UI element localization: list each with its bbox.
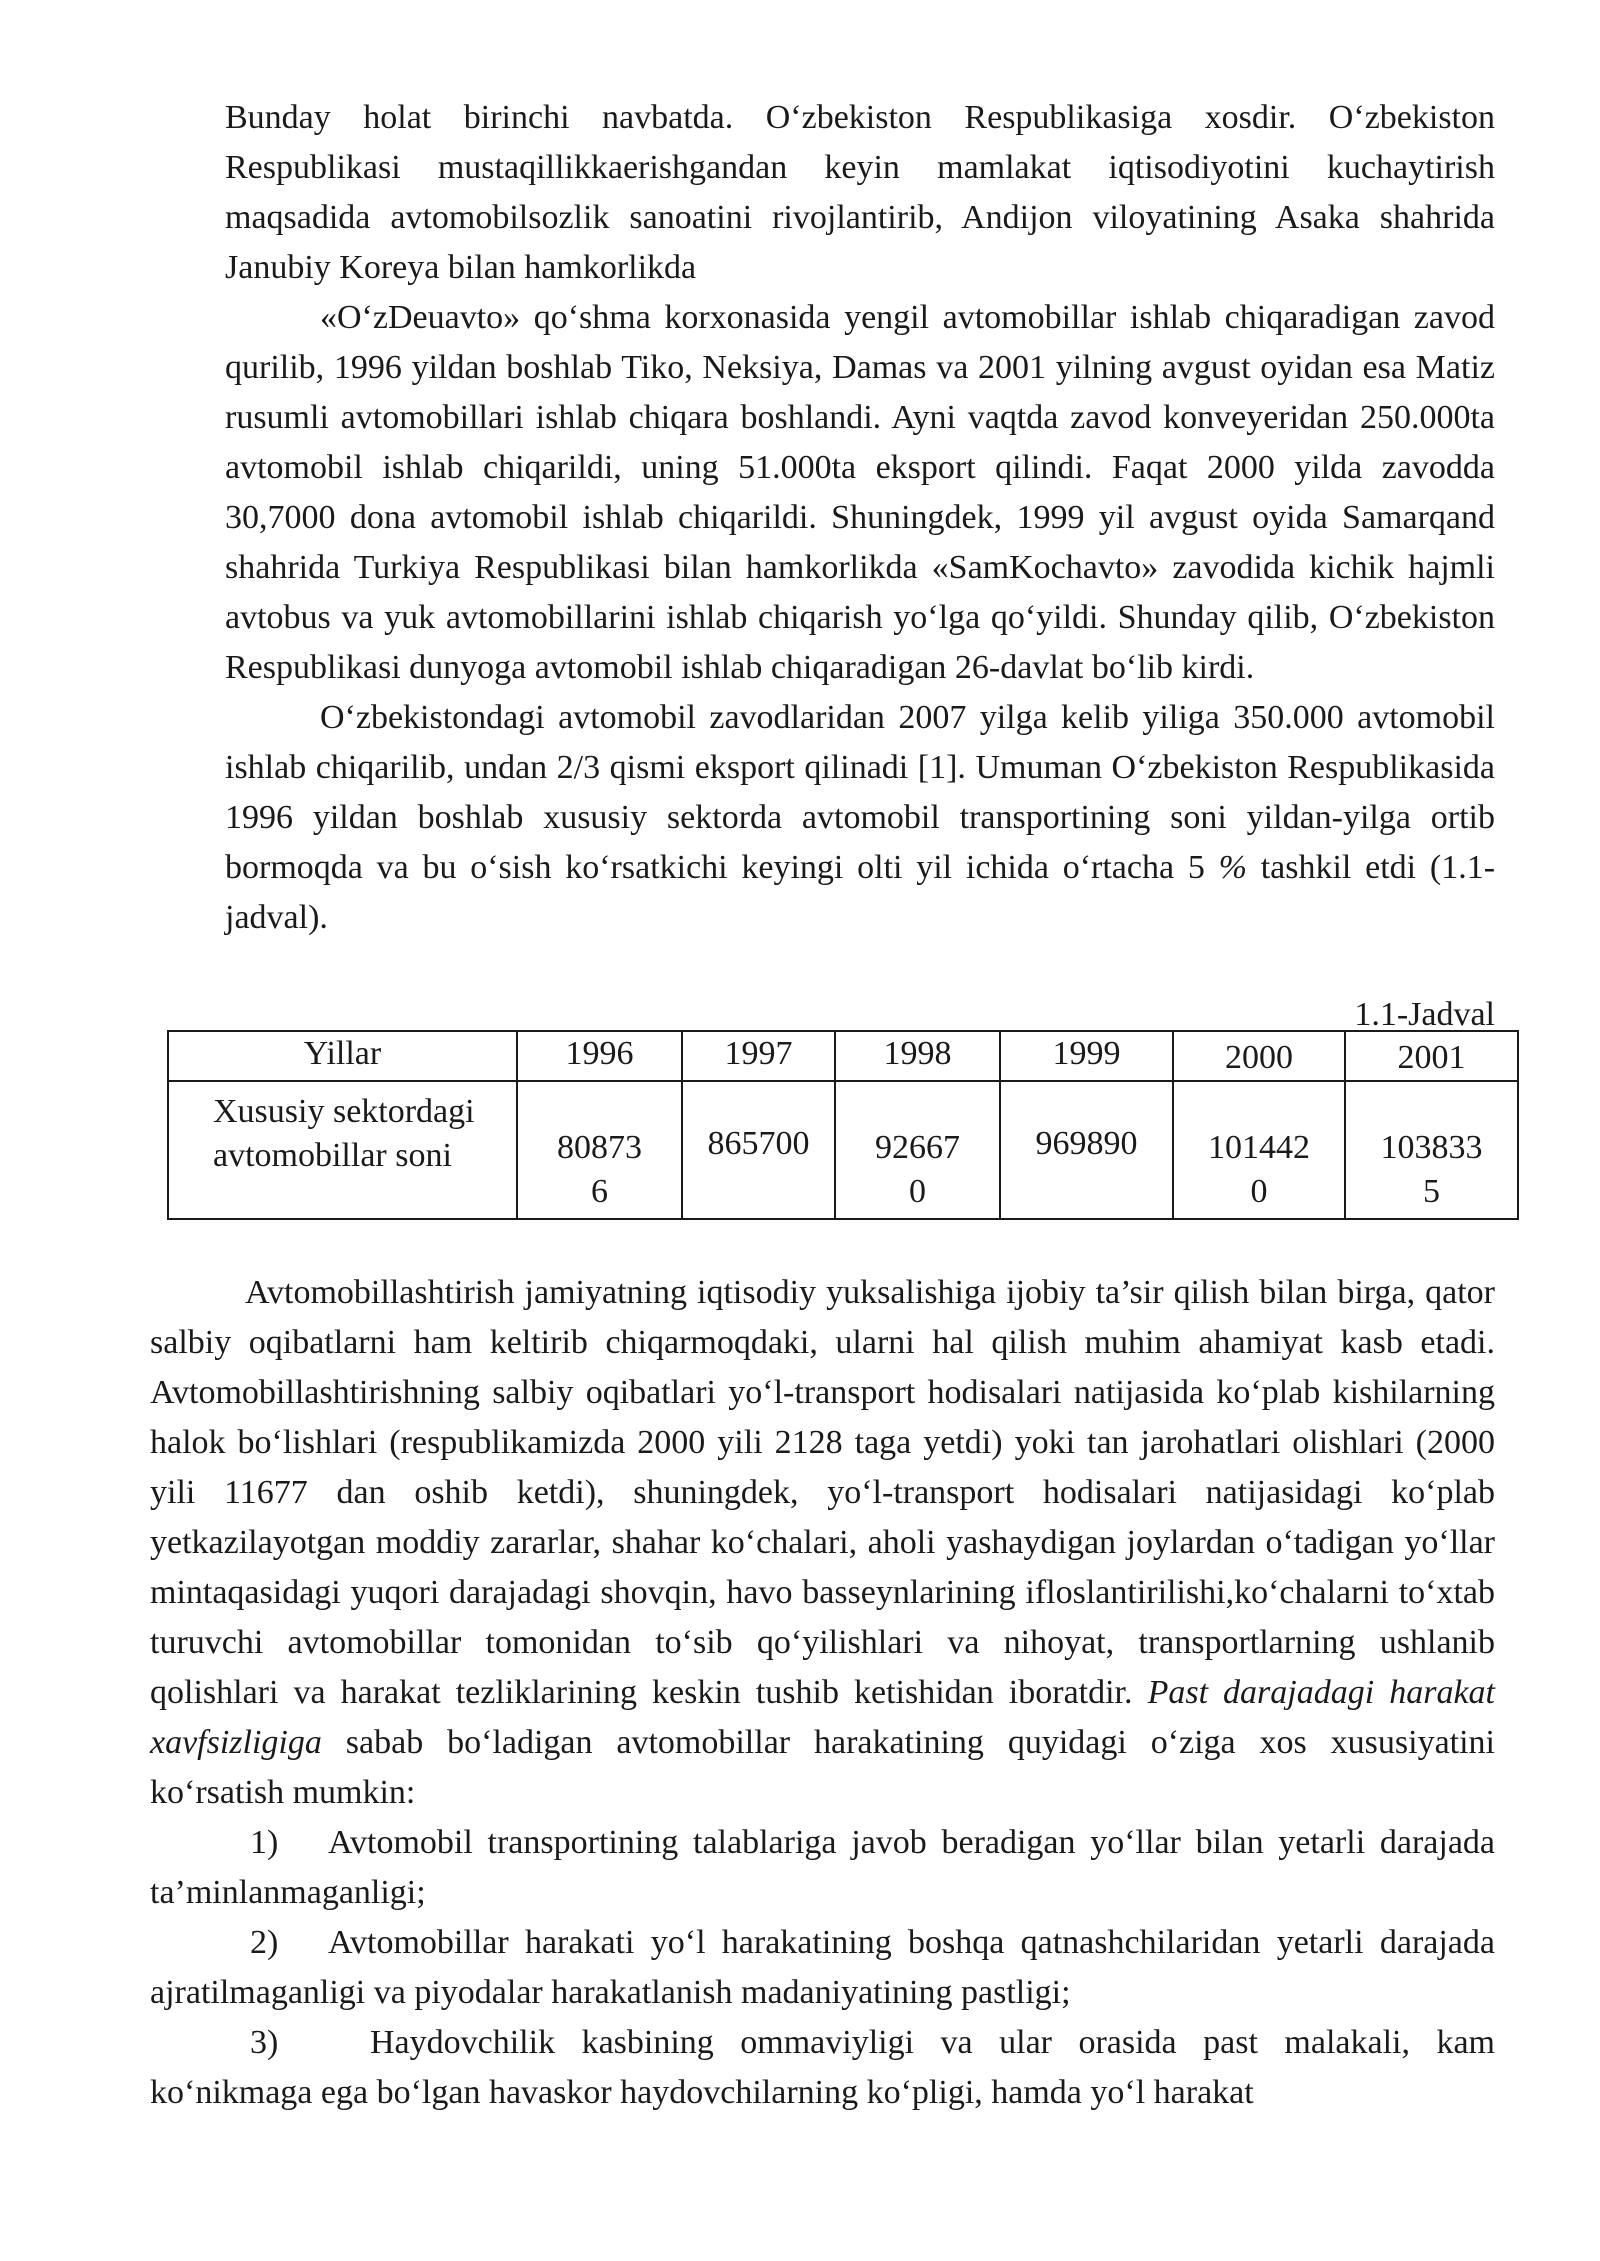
value-text: 926670 bbox=[875, 1129, 960, 1210]
list-text: Haydovchilik kasbining ommaviyligi va ular orasida past malakali, kam ko‘nikmaga ega bo‘lgan havaskor haydovchilarning ko‘pligi, hamda yo‘l harakat bbox=[150, 2024, 1495, 2111]
value-text: 865700 bbox=[707, 1125, 810, 1162]
table-header-row bbox=[168, 1031, 1518, 1081]
list-text: Avtomobil transportining talablariga javob beradigan yo‘llar bilan yetarli darajada ta’minlanmaganligi; bbox=[150, 1824, 1495, 1911]
list-item bbox=[150, 2018, 1495, 2118]
list-number: 1) bbox=[250, 1824, 279, 1861]
value-text: 1014420 bbox=[1208, 1129, 1310, 1210]
data-table bbox=[167, 1030, 1519, 1220]
paragraph-4 bbox=[150, 1268, 1495, 1818]
paragraph-4-text: Avtomobillashtirish jamiyatning iqtisodiy yuksalishiga ijobiy ta’sir qilish bilan birga, qator salbiy oqibatlarni ham keltirib chiqarmoqdaki, ularni hal qilish muhim ahamiyat kasb etadi. Avtomobillashtirishning salbiy oqibatlari yo‘l-transport hodisalari natijasida ko‘plab kishilarning halok bo‘lishlari (respublikamizda 2000 yili 2128 taga yetdi) yoki tan jarohatlari olishlari (2000 yili 11677 dan oshib ketdi), shuningdek, yo‘l-transport hodisalari natijasidagi ko‘plab yetkazilayotgan moddiy zararlar, shahar ko‘chalari, aholi yashaydigan joylardan o‘tadigan yo‘llar mintaqasidagi yuqori darajadagi shovqin, havo basseynlarining ifloslantirilishi,ko‘chalarni to‘xtab turuvchi avtomobillar tomonidan to‘sib qo‘yilishlari va nihoyat, transportlarning ushlanib qolishlari va harakat tezliklarining keskin tushib ketishidan iboratdir. bbox=[150, 1274, 1495, 1711]
list-item bbox=[150, 1918, 1495, 2018]
paragraph-3 bbox=[225, 693, 1495, 943]
paragraph-1: Bunday holat birinchi navbatda. O‘zbekiston Respublikasiga xosdir. O‘zbekiston Respublikasi mustaqillikkaerishgandan keyin mamlakat iqtisodiyotini kuchaytirish maqsadida avtomobilsozlik sanoatini rivojlantirib, Andijon viloyatining Asaka shahrida Janubiy Koreya bilan hamkorlikda bbox=[225, 99, 1495, 286]
bottom-text-block bbox=[150, 1268, 1495, 2118]
value-cell bbox=[1345, 1081, 1518, 1219]
year-cell: 2000 bbox=[1173, 1031, 1345, 1081]
value-text: 808736 bbox=[557, 1129, 642, 1210]
year-cell: 1997 bbox=[682, 1031, 835, 1081]
list-number: 3) bbox=[250, 2024, 279, 2061]
list-number: 2) bbox=[250, 1924, 279, 1961]
year-cell: 1998 bbox=[835, 1031, 1000, 1081]
top-text-block bbox=[225, 93, 1495, 943]
paragraph-4-end: sabab bo‘ladigan avtomobillar harakatining quyidagi o‘ziga xos xususiyatini ko‘rsatish mumkin: bbox=[150, 1724, 1495, 1811]
year-cell: 1999 bbox=[1000, 1031, 1173, 1081]
value-cell bbox=[1173, 1081, 1345, 1219]
table-data-row bbox=[168, 1081, 1518, 1219]
value-cell bbox=[517, 1081, 682, 1219]
header-label-cell: Yillar bbox=[168, 1031, 517, 1081]
percent-sign: % bbox=[1218, 849, 1247, 886]
paragraph-3-text: O‘zbekistondagi avtomobil zavodlaridan 2007 yilga kelib yiliga 350.000 avtomobil ishlab chiqarilib, undan 2/3 qismi eksport qilinadi [1]. Umuman O‘zbekiston Respublikasida 1996 yildan boshlab xususiy sektorda avtomobil transportining soni yildan-yilga ortib bormoqda va bu o‘sish ko‘rsatkichi keyingi olti yil ichida o‘rtacha 5 bbox=[225, 699, 1495, 886]
year-cell: 2001 bbox=[1345, 1031, 1518, 1081]
row-label-cell: Xususiy sektordagi avtomobillar soni bbox=[168, 1081, 517, 1219]
table-caption: 1.1-Jadval bbox=[1354, 996, 1495, 1033]
italic-phrase: Past darajadagi harakat xavfsizligiga bbox=[150, 1674, 1495, 1761]
list-item bbox=[150, 1818, 1495, 1918]
value-cell bbox=[682, 1081, 835, 1219]
value-text: 969890 bbox=[1035, 1125, 1138, 1162]
value-cell bbox=[835, 1081, 1000, 1219]
value-cell bbox=[1000, 1081, 1173, 1219]
list-text: Avtomobillar harakati yo‘l harakatining boshqa qatnashchilaridan yetarli darajada ajratilmaganligi va piyodalar harakatlanish madaniyatining pastligi; bbox=[150, 1924, 1495, 2011]
paragraph-3-end: tashkil etdi (1.1-jadval). bbox=[225, 849, 1496, 936]
year-cell: 1996 bbox=[517, 1031, 682, 1081]
value-text: 1038335 bbox=[1380, 1129, 1483, 1210]
paragraph-2: «O‘zDeuavto» qo‘shma korxonasida yengil avtomobillar ishlab chiqaradigan zavod qurilib, 1996 yildan boshlab Tiko, Neksiya, Damas va 2001 yilning avgust oyidan esa Matiz rusumli avtomobillari ishlab chiqara boshlandi. Ayni vaqtda zavod konveyeridan 250.000ta avtomobil ishlab chiqarildi, uning 51.000ta eksport qilindi. Faqat 2000 yilda zavodda 30,7000 dona avtomobil ishlab chiqarildi. Shuningdek, 1999 yil avgust oyida Samarqand shahrida Turkiya Respublikasi bilan hamkorlikda «SamKochavto» zavodida kichik hajmli avtobus va yuk avtomobillarini ishlab chiqarish yo‘lga qo‘yildi. Shunday qilib, O‘zbekiston Respublikasi dunyoga avtomobil ishlab chiqaradigan 26-davlat bo‘lib kirdi. bbox=[225, 299, 1495, 686]
